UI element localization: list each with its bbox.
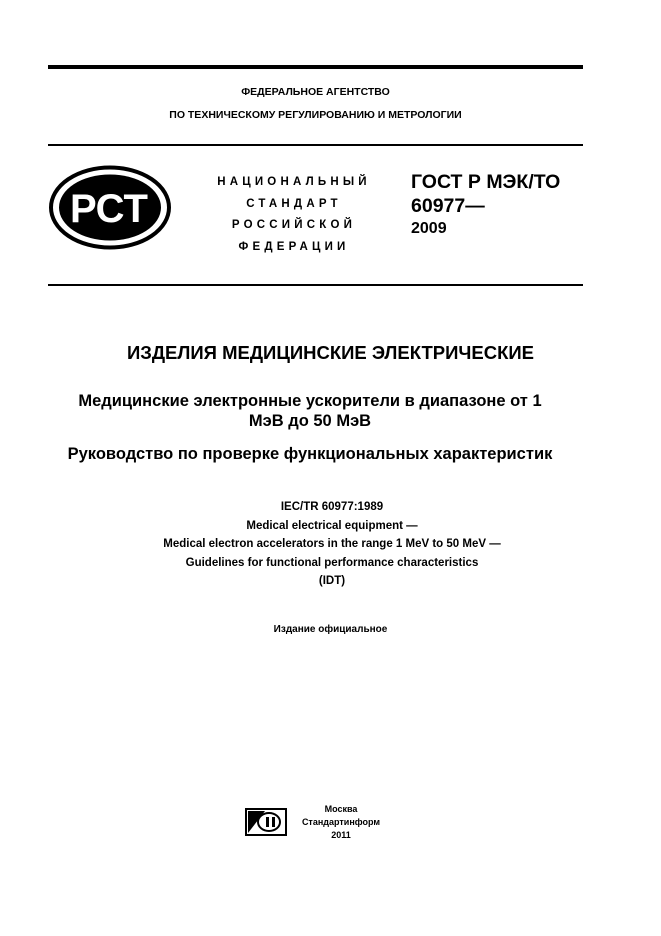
national-standard-line-4: ФЕДЕРАЦИИ	[238, 240, 350, 253]
title-divider	[48, 284, 583, 286]
national-standard-line-1: НАЦИОНАЛЬНЫЙ	[217, 176, 371, 188]
standartinform-logo-icon	[245, 808, 287, 836]
iec-reference	[60, 498, 604, 591]
designation-line-2: 60977—	[411, 195, 485, 217]
document-title: ИЗДЕЛИЯ МЕДИЦИНСКИЕ ЭЛЕКТРИЧЕСКИЕ	[126, 342, 535, 363]
iec-idt: (IDT)	[318, 575, 346, 587]
publisher-year: 2011	[331, 830, 351, 840]
official-edition-label: Издание официальное	[273, 624, 388, 635]
designation-year: 2009	[411, 220, 447, 237]
logo-letters: РСТ	[69, 187, 149, 231]
iec-line-3: Guidelines for functional performance characteristics	[185, 556, 479, 569]
iec-number: IEC/TR 60977:1989	[280, 501, 384, 513]
designation-line-1: ГОСТ Р МЭК/ТО	[411, 171, 561, 193]
subtitle-accelerators: Медицинские электронные ускорители в диапазоне от 1 МэВ до 50 МэВ	[78, 392, 542, 430]
publisher-name: Стандартинформ	[301, 817, 381, 827]
national-standard-line-2: СТАНДАРТ	[246, 197, 342, 210]
agency-line-2: ПО ТЕХНИЧЕСКОМУ РЕГУЛИРОВАНИЮ И МЕТРОЛОГИИ	[169, 109, 462, 121]
agency-line-1: ФЕДЕРАЛЬНОЕ АГЕНТСТВО	[241, 86, 390, 98]
subtitle-guidelines: Руководство по проверке функциональных характеристик	[67, 445, 553, 463]
standard-designation	[411, 170, 560, 240]
rst-gost-logo-icon	[48, 165, 172, 250]
national-standard-label	[196, 172, 392, 258]
publisher-imprint	[292, 803, 390, 842]
header-divider	[48, 144, 583, 146]
iec-line-1: Medical electrical equipment —	[246, 519, 418, 532]
top-rule	[48, 65, 583, 69]
iec-line-2: Medical electron accelerators in the range 1 MeV to 50 MeV —	[163, 538, 501, 550]
national-standard-line-3: РОССИЙСКОЙ	[231, 219, 357, 231]
publisher-city: Москва	[324, 804, 358, 814]
